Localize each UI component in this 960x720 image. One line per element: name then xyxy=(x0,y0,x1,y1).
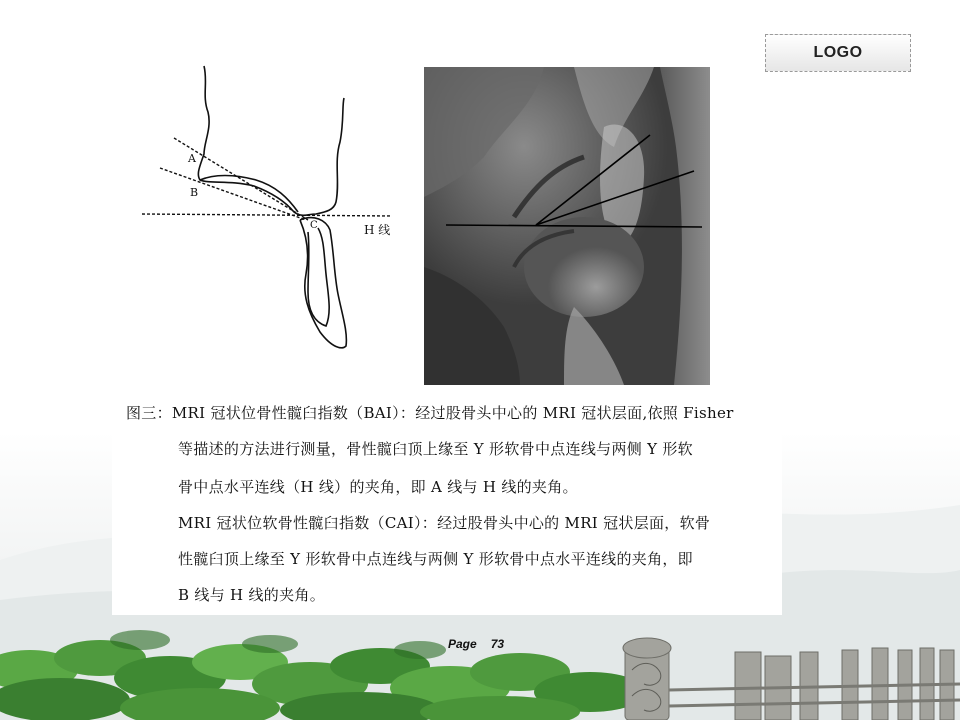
caption-line-5: 性髋臼顶上缘至 Y 形软骨中点连线与两侧 Y 形软骨中点水平连线的夹角，即 xyxy=(178,550,693,568)
logo-box xyxy=(765,34,911,72)
caption-line-1: 图三：MRI 冠状位骨性髋臼指数（BAI）：经过股骨头中心的 MRI 冠状层面,依照 Fisher xyxy=(126,404,734,422)
lotus-railing-decoration xyxy=(0,600,960,720)
label-b: B xyxy=(190,186,199,199)
page-number: 73 xyxy=(490,637,505,651)
pelvis-outline xyxy=(198,66,344,215)
label-h: H 线 xyxy=(364,223,391,237)
line-h xyxy=(142,214,392,216)
logo-text: LOGO xyxy=(813,44,863,61)
caption-line-6: B 线与 H 线的夹角。 xyxy=(178,586,326,604)
line-a xyxy=(174,138,308,220)
femur-head-outline xyxy=(300,218,346,348)
label-c: C xyxy=(310,220,318,231)
caption-line-4: MRI 冠状位软骨性髋臼指数（CAI）：经过股骨头中心的 MRI 冠状层面，软骨 xyxy=(178,514,711,532)
femur-inner-outline xyxy=(308,228,329,326)
page-word: Page xyxy=(448,637,477,651)
label-a: A xyxy=(188,152,196,165)
caption-line-3: 骨中点水平连线（H 线）的夹角，即 A 线与 H 线的夹角。 xyxy=(178,478,578,496)
caption-line-2: 等描述的方法进行测量，骨性髋臼顶上缘至 Y 形软骨中点连线与两侧 Y 形软 xyxy=(178,440,693,458)
hip-schematic-diagram xyxy=(138,62,400,360)
caption-box xyxy=(112,390,782,615)
mri-image xyxy=(424,67,710,385)
acetabulum-roof xyxy=(200,176,298,213)
